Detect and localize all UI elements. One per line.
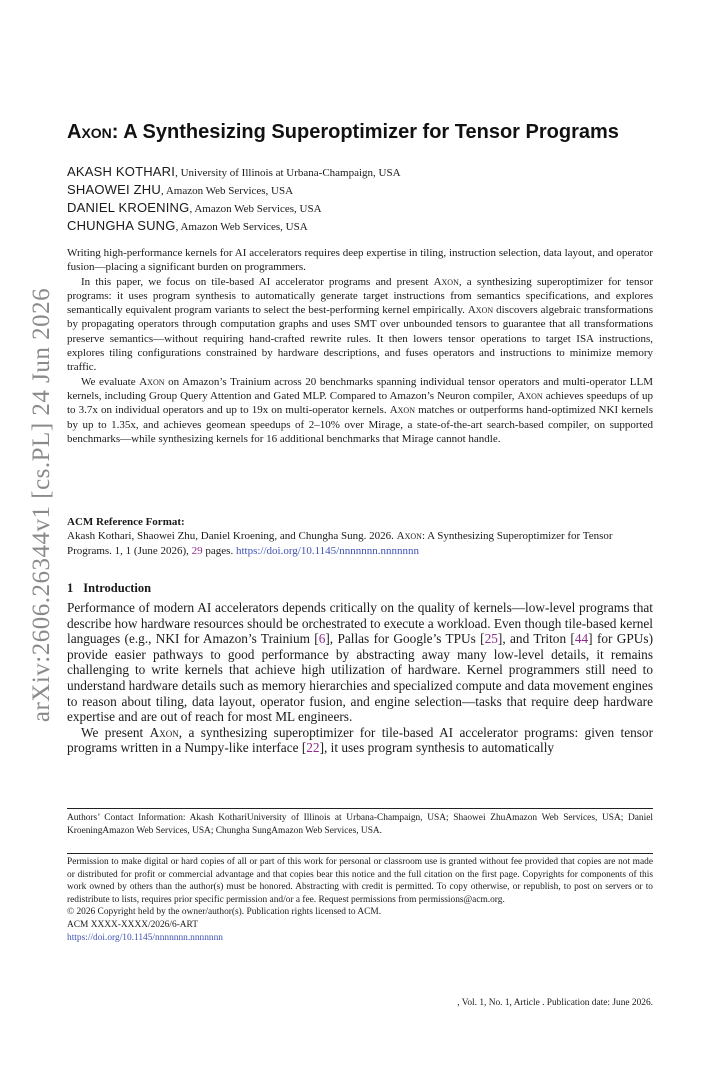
abstract-text: discovers algebraic transformations by propagating operators through computation graphs and uses SMT over unbounded tensors to guarantee that all transformations preserve semantics—without requiring hand-crafted rewrite rules. It then lowers tensor operations to target ISA instructions, explores tiling configurations constrained by hardware descriptions, and fuses operators and instructions to minimize memory traffic. [67, 304, 653, 374]
abstract-text: In this paper, we focus on tile-based AI accelerator programs and present [81, 275, 434, 288]
system-name: Axon [396, 530, 422, 543]
abstract-paragraph: Writing high-performance kernels for AI accelerators requires deep expertise in tiling, instruction selection, data layout, and operator fusion—placing a significant burden on programmers. [67, 247, 653, 274]
system-name: Axon [517, 389, 543, 402]
permission-doi-link[interactable]: https://doi.org/10.1145/nnnnnnn.nnnnnnn [67, 932, 223, 943]
intro-text: , a synthesizing superoptimizer for tile-based AI accelerator programs: given tensor programs written in a Numpy-like interface [ [67, 724, 653, 756]
intro-text: We present [81, 724, 150, 740]
author-entry [67, 217, 653, 235]
reference-text: pages. [202, 544, 236, 557]
abstract-text: , a synthesizing superoptimizer for tensor programs: it uses program synthesis to automatically generate target instructions from semantics specifications, and explores semantically equivalent program variants to select the best-performing kernel empirically. [67, 275, 653, 317]
author-affiliation: , University of Illinois at Urbana-Champaign, USA [175, 167, 401, 179]
abstract-text: We evaluate [81, 375, 140, 388]
author-entry [67, 199, 653, 217]
page-footer: , Vol. 1, No. 1, Article . Publication date: June 2026. [457, 998, 653, 1008]
author-name: DANIEL KROENING [67, 200, 190, 215]
permission-divider [67, 853, 653, 854]
acm-reference-heading: ACM Reference Format: [67, 516, 185, 528]
section-number: 1 [67, 581, 74, 595]
system-name: Axon [139, 375, 165, 388]
abstract-text: on Amazon’s Trainium across 20 benchmarks spanning individual tensor operators and multi-operator LLM kernels, including Group Query Attention and Gated MLP. Compared to Amazon’s Neuron compiler, [67, 375, 653, 402]
author-name: CHUNGHA SUNG [67, 218, 176, 233]
permission-notice [67, 856, 653, 944]
permission-text: Permission to make digital or hard copies of all or part of this work for personal or classroom use is granted without fee provided that copies are not made or distributed for profit or commercial advantage and that copies bear this notice and the full citation on the first page. Copyrights for components of this work owned by others than the author(s) must be honored. Abstracting with credit is permitted. To copy otherwise, or republish, to post on servers or to redistribute to lists, requires prior specific permission and/or a fee. Request permissions from permissions@acm.org. [67, 857, 653, 905]
doi-link[interactable]: https://doi.org/10.1145/nnnnnnn.nnnnnnn [235, 544, 419, 557]
acm-reference-format [67, 515, 653, 558]
section-heading [67, 581, 151, 596]
author-affiliation: , Amazon Web Services, USA [175, 221, 308, 233]
abstract-paragraph [67, 275, 653, 375]
intro-text: ], it uses program synthesis to automatically [319, 740, 555, 756]
system-name: Axon [467, 304, 494, 317]
author-affiliation: , Amazon Web Services, USA [189, 203, 322, 215]
reference-text: : A Synthesizing Superoptimizer for Tensor Programs. 1, 1 (June 2026), [67, 530, 613, 557]
abstract-text: matches or outperforms hand-optimized NKI kernels by up to 1.35x, and achieves geomean speedups of 2–10% over Mirage, a state-of-the-art search-based compiler, on supported benchmarks—while synthesizing kernels for 16 additional benchmarks that Mirage cannot handle. [67, 404, 653, 445]
arxiv-stamp-text: arXiv:2606.26344v1 [cs.PL] 24 Jun 2026 [28, 287, 55, 723]
author-name: AKASH KOTHARI [67, 164, 176, 179]
introduction-body [67, 600, 653, 756]
intro-paragraph [67, 600, 653, 725]
system-name: Axon [433, 275, 459, 288]
arxiv-stamp [22, 280, 62, 730]
acm-id-line: ACM XXXX-XXXX/2026/6-ART [67, 919, 198, 930]
citation-link[interactable]: 22 [306, 740, 320, 756]
acm-reference-text [67, 529, 653, 558]
intro-text: ], Pallas for Google’s TPUs [ [325, 631, 485, 647]
copyright-line: © 2026 Copyright held by the owner/author(s). Publication rights licensed to ACM. [67, 907, 382, 918]
intro-text: ], and Triton [ [497, 631, 575, 647]
author-list [67, 163, 653, 235]
citation-link[interactable]: 44 [574, 631, 589, 647]
abstract-text: achieves speedups of up to 3.7x on individual operators and up to 19x on multi-operator kernels. [67, 389, 654, 417]
intro-text: Performance of modern AI accelerators depends critically on the quality of kernels—low-level programs that describe how hardware resources should be orchestrated to execute a workload. Even though tile-based kernel languages (e.g., NKI for Amazon’s Trainium [ [67, 600, 653, 647]
title-system-name: Axon [67, 121, 112, 143]
author-entry [67, 181, 653, 199]
abstract-paragraph [67, 375, 653, 446]
footnote-divider [67, 808, 653, 809]
system-name: Axon [389, 404, 415, 417]
intro-paragraph [67, 725, 653, 756]
author-entry [67, 163, 653, 181]
reference-text: Akash Kothari, Shaowei Zhu, Daniel Kroening, and Chungha Sung. 2026. [67, 530, 397, 543]
page-count-link[interactable]: 29 [191, 544, 203, 557]
citation-link[interactable]: 25 [484, 631, 498, 647]
paper-title [67, 121, 653, 144]
author-affiliation: , Amazon Web Services, USA [160, 185, 294, 197]
abstract [67, 246, 653, 446]
contact-information: Authors’ Contact Information: Akash KothariUniversity of Illinois at Urbana-Champaign, USA; Shaowei ZhuAmazon Web Services, USA; Daniel KroeningAmazon Web Services, USA; Chungha SungAmazon Web Services, USA. [67, 813, 653, 836]
section-title: Introduction [83, 581, 152, 595]
citation-link[interactable]: 6 [318, 631, 326, 647]
intro-text: ] for GPUs) provide easier pathways to good performance by abstracting away many low-level details, it remains challenging to write kernels that achieve high utilization of hardware. Kernel programmers still need to understand hardware details such as memory hierarchies and specialized compute and data movement engines to reason about tiling, data layout, operator fusion, and engine selection—tasks that require deep hardware expertise and are out of reach for most ML engineers. [67, 631, 653, 725]
title-rest: : A Synthesizing Superoptimizer for Tensor Programs [111, 121, 619, 143]
system-name: Axon [149, 724, 179, 740]
author-name: SHAOWEI ZHU [67, 182, 161, 197]
